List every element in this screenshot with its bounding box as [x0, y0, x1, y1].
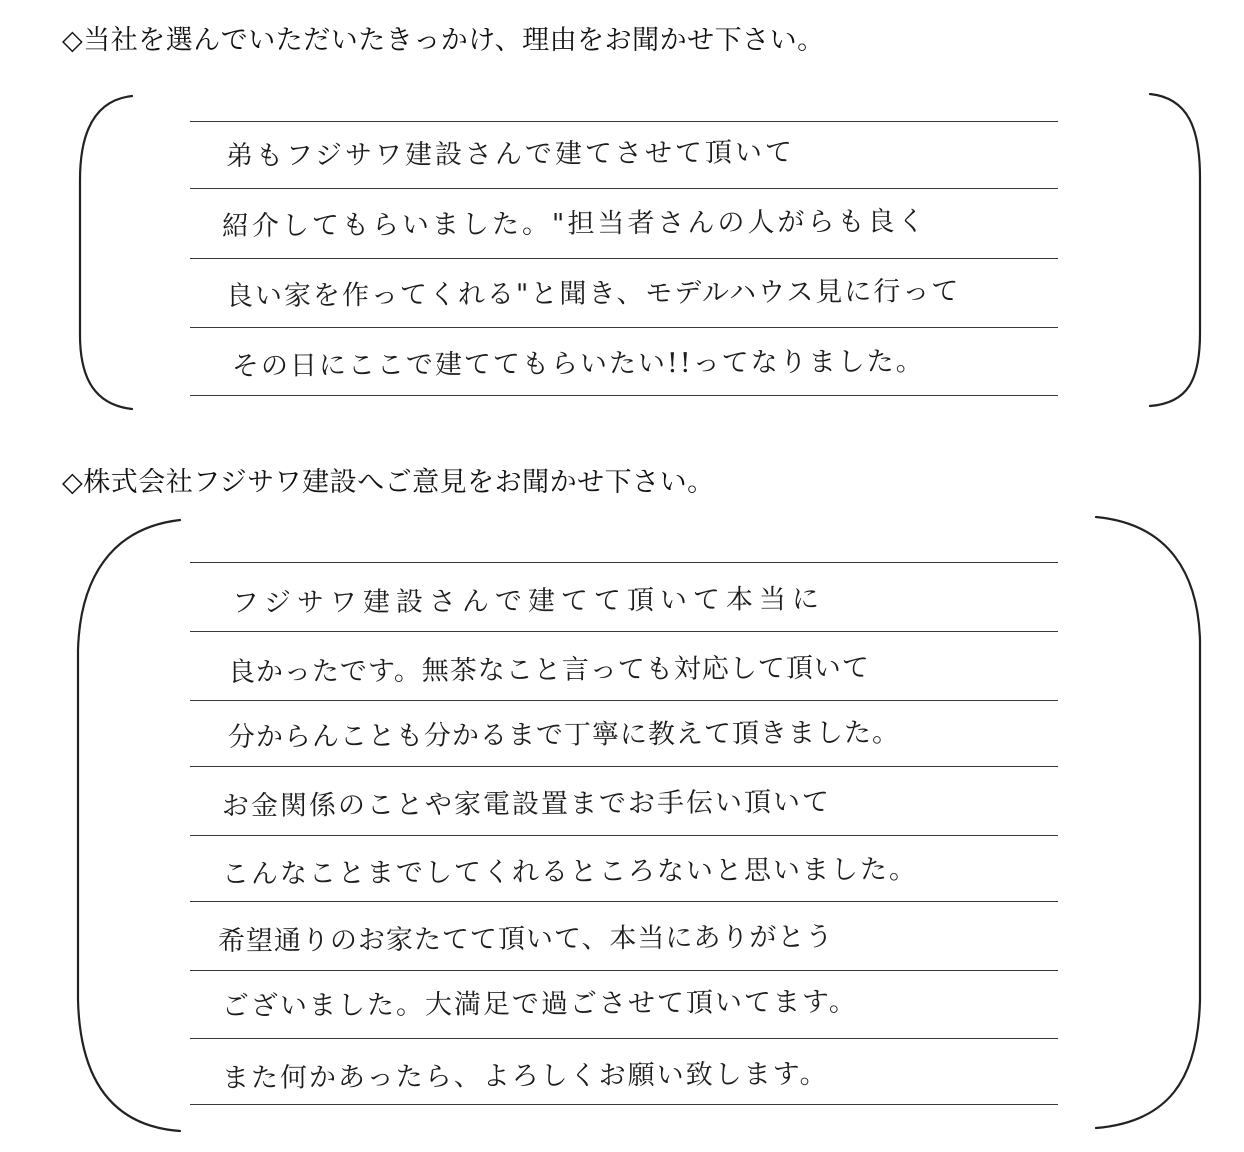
- answer-box-1-left-bracket: [80, 96, 132, 409]
- ruled-line: [190, 327, 1058, 328]
- answer-1-line: 紹介してもらいました。"担当者さんの人がらも良く: [221, 206, 928, 242]
- ruled-line: [190, 188, 1058, 189]
- ruled-line: [190, 631, 1058, 632]
- answer-2-line: また何かあったら、よろしくお願い致します。: [221, 1058, 829, 1094]
- ruled-line: [190, 835, 1058, 836]
- answer-box-2-left-bracket: [78, 520, 180, 1131]
- answer-box-1-right-bracket: [1150, 94, 1200, 406]
- ruled-line: [190, 1104, 1058, 1105]
- answer-2-line: ございました。大満足で過ごさせて頂いてます。: [221, 986, 858, 1022]
- answer-2-line: 希望通りのお家たてて頂いて、本当にありがとう: [217, 921, 834, 957]
- ruled-line: [190, 562, 1058, 563]
- ruled-line: [190, 970, 1058, 971]
- answer-1-line: 良い家を作ってくれる"と聞き、モデルハウス見に行って: [225, 275, 961, 312]
- answer-2-line: 分からんことも分かるまで丁寧に教えて頂きました。: [227, 717, 901, 753]
- answer-1-line: 弟もフジサワ建設さんで建てさせて頂いて: [225, 137, 796, 172]
- ruled-line: [190, 395, 1058, 396]
- answer-1-line: その日にここで建ててもらいたい!!ってなりました。: [231, 346, 925, 382]
- answer-2-line: こんなことまでしてくれるところないと思いました。: [221, 854, 919, 890]
- ruled-line: [190, 700, 1058, 701]
- answer-2-line: お金関係のことや家電設置までお手伝い頂いて: [221, 786, 832, 822]
- ruled-line: [190, 258, 1058, 259]
- ruled-line: [190, 766, 1058, 767]
- answer-2-line: フジサワ建設さんで建てて頂いて本当に: [231, 583, 826, 619]
- question-2-heading: ◇株式会社フジサワ建設へご意見をお聞かせ下さい。: [62, 467, 715, 498]
- answer-box-2-right-bracket: [1096, 517, 1200, 1128]
- ruled-line: [190, 901, 1058, 902]
- ruled-line: [190, 121, 1058, 122]
- answer-2-line: 良かったです。無茶なこと言っても対応して頂いて: [227, 652, 870, 688]
- question-1-heading: ◇当社を選んでいただいたきっかけ、理由をお聞かせ下さい。: [62, 25, 825, 56]
- ruled-line: [190, 1038, 1058, 1039]
